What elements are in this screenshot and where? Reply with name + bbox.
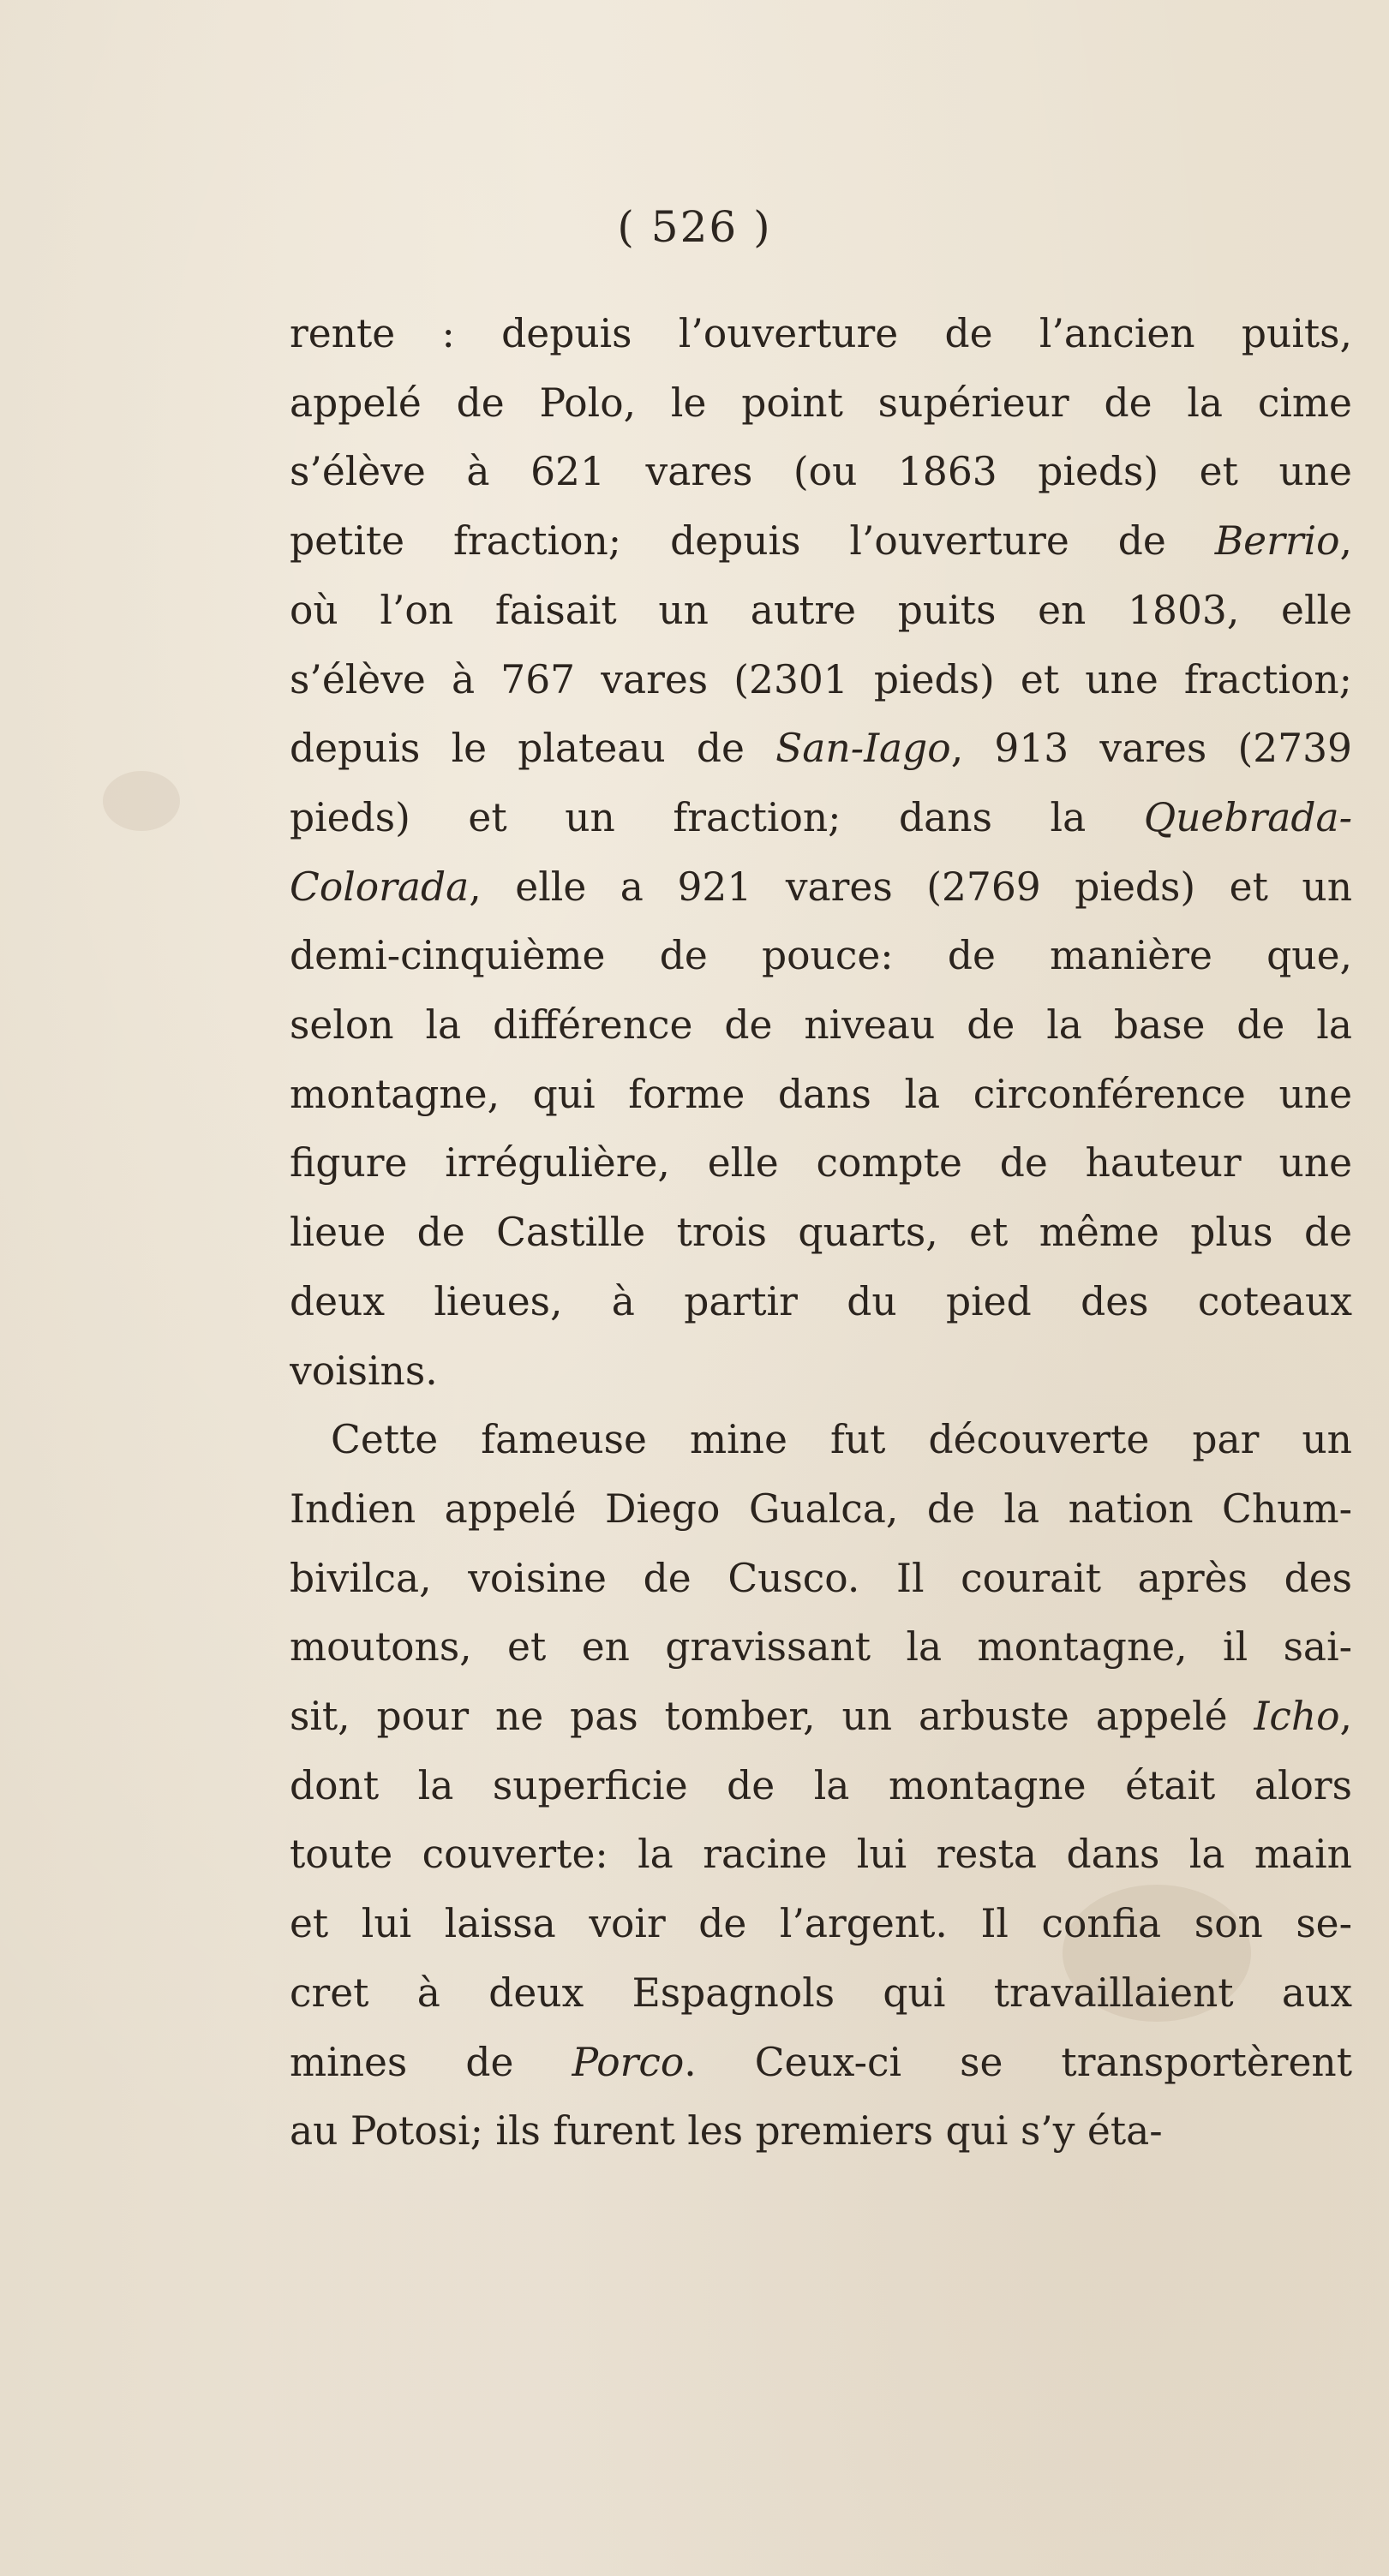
text-line: [290, 369, 1352, 439]
paper-stain: [103, 771, 180, 831]
text-segment: au Potosi; ils furent les premiers qui s’y éta-: [290, 2108, 1163, 2155]
italic-segment: Colorada: [290, 864, 470, 910]
text-segment: deux lieues, à partir du pied des coteaux: [290, 1278, 1352, 1324]
italic-segment: San-Iago: [775, 726, 951, 772]
text-segment: lieue de Castille trois quarts, et même plus de: [290, 1210, 1352, 1256]
text-line: [290, 1613, 1352, 1682]
text-line: [290, 784, 1352, 853]
text-line: [290, 1890, 1352, 1959]
text-line: [290, 507, 1352, 577]
text-segment: pieds) et un fraction; dans la: [290, 794, 1144, 840]
text-line: [290, 2029, 1352, 2098]
text-line: [290, 1337, 1352, 1407]
text-segment: toute couverte: la racine lui resta dans la main: [290, 1832, 1352, 1878]
page-number: ( 526 ): [617, 202, 772, 252]
text-line: [290, 1129, 1352, 1198]
italic-segment: Porco: [572, 2039, 685, 2085]
paragraph: [290, 300, 1352, 1406]
text-segment: montagne, qui forme dans la circonférence une: [290, 1071, 1352, 1117]
text-segment: depuis le plateau de: [290, 726, 776, 772]
text-segment: ,: [1339, 518, 1352, 565]
text-line: [290, 714, 1352, 784]
text-segment: . Ceux-ci se transportèrent: [684, 2039, 1352, 2085]
text-segment: Cette fameuse mine fut découverte par un: [331, 1417, 1352, 1463]
text-line: [290, 1682, 1352, 1752]
text-segment: , 913 vares (2739: [950, 726, 1352, 772]
text-line: [290, 577, 1352, 646]
text-line: [290, 1959, 1352, 2029]
text-segment: où l’on faisait un autre puits en 1803, elle: [290, 587, 1352, 633]
text-segment: appelé de Polo, le point supérieur de la cime: [290, 380, 1352, 426]
text-segment: Indien appelé Diego Gualca, de la nation Chum-: [290, 1485, 1352, 1532]
italic-segment: Icho: [1254, 1694, 1340, 1740]
text-line: [290, 1545, 1352, 1614]
text-line: [290, 1406, 1352, 1475]
text-segment: bivilca, voisine de Cusco. Il courait après des: [290, 1555, 1352, 1601]
text-segment: moutons, et en gravissant la montagne, il sai-: [290, 1624, 1352, 1671]
text-segment: demi-cinquième de pouce: de manière que,: [290, 933, 1352, 979]
text-line: [290, 922, 1352, 991]
italic-segment: Berrio: [1214, 518, 1340, 565]
text-line: [290, 646, 1352, 715]
text-segment: mines de: [290, 2039, 572, 2085]
italic-segment: Quebrada-: [1143, 794, 1352, 840]
text-line: [290, 1820, 1352, 1890]
text-segment: , elle a 921 vares (2769 pieds) et un: [469, 864, 1352, 910]
text-line: [290, 300, 1352, 369]
text-line: [290, 1752, 1352, 1821]
text-line: [290, 2097, 1352, 2167]
text-segment: petite fraction; depuis l’ouverture de: [290, 518, 1215, 565]
text-segment: rente : depuis l’ouverture de l’ancien puits,: [290, 311, 1352, 356]
text-line: [290, 1475, 1352, 1545]
text-line: [290, 438, 1352, 507]
text-segment: cret à deux Espagnols qui travaillaient aux: [290, 1969, 1352, 2016]
body-text: [290, 300, 1352, 2167]
text-line: [290, 991, 1352, 1061]
text-line: [290, 1061, 1352, 1130]
text-segment: selon la différence de niveau de la base de la: [290, 1002, 1352, 1049]
text-segment: dont la superficie de la montagne était alors: [290, 1762, 1352, 1808]
text-segment: sit, pour ne pas tomber, un arbuste appelé: [290, 1694, 1254, 1740]
text-segment: figure irrégulière, elle compte de hauteur une: [290, 1140, 1352, 1186]
text-segment: et lui laissa voir de l’argent. Il confia son se-: [290, 1901, 1352, 1947]
text-segment: s’élève à 621 vares (ou 1863 pieds) et une: [290, 449, 1352, 495]
text-segment: s’élève à 767 vares (2301 pieds) et une fraction;: [290, 656, 1352, 702]
paragraph: [290, 1406, 1352, 2167]
text-line: [290, 1198, 1352, 1268]
text-line: [290, 1268, 1352, 1337]
text-segment: voisins.: [290, 1348, 438, 1394]
text-line: [290, 853, 1352, 923]
text-segment: ,: [1339, 1694, 1352, 1740]
